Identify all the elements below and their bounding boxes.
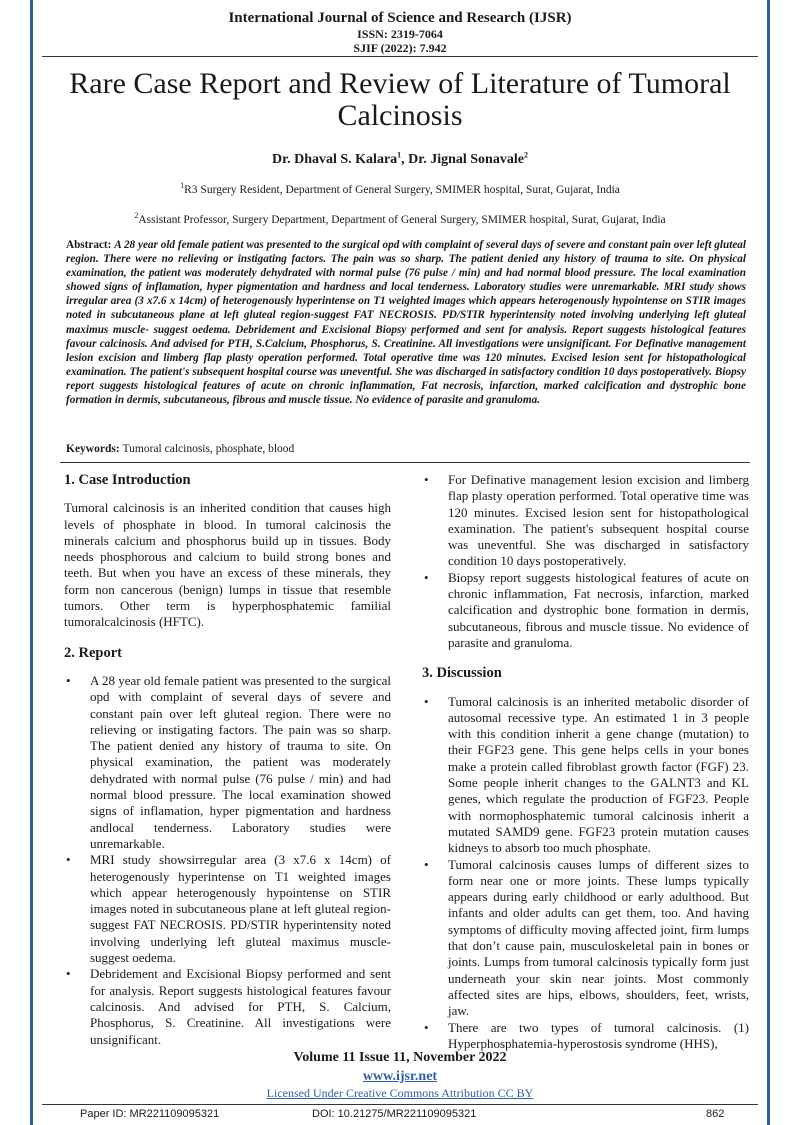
affiliation-1-mark: 1 bbox=[180, 181, 185, 191]
left-margin-bar bbox=[0, 0, 33, 1125]
footer-paper-id: Paper ID: MR221109095321 bbox=[80, 1108, 220, 1120]
keywords bbox=[66, 443, 746, 455]
report-item: • MRI study showsirregular area (3 x7.6 x 14cm) of heterogenously hyperintense on T1 weighted images which appear heterogenously hypointense on STIR images noted in subcutaneous plane at left gluteal region-suggest FAT NECROSIS. PD/STIR hyperintensity noted involving underlying left gluteal maximus muscle-suggest oedema. bbox=[64, 852, 391, 966]
affiliation-1 bbox=[0, 181, 800, 196]
discussion-item: • Tumoral calcinosis causes lumps of different sizes to form near one or more joints. These lumps typically appears during early childhood or early adulthood. But infants and older adults can get them, too. And having symptoms of difficulty moving affected joint, firm lumps that don’t cause pain, musculoskeletal pain in bones or joints. Lumps from tumoral calcinosis typically form just underneath your skin near joints. Most commonly affected sites are hips, elbows, shoulders, feet, wrists, jaw. bbox=[422, 857, 749, 1020]
author-1-affiliation-mark: 1 bbox=[397, 150, 402, 160]
journal-name: International Journal of Science and Research (IJSR) bbox=[228, 10, 572, 26]
abstract-label: Abstract: bbox=[66, 239, 115, 251]
keywords-label: Keywords: bbox=[66, 443, 123, 455]
section-heading-discussion: 3. Discussion bbox=[422, 665, 502, 682]
abstract-text: A 28 year old female patient was presented to the surgical opd with complaint of several days of severe and constant pain over left gluteal region. There were no relieving or instigating factors. The pain was so sharp. The patient denied any history of trauma to site. On physical examination, the patient was moderately dehydrated with normal pulse (76 pulse / min) and had normal blood pressure. The local examination showed signs of inflamation, hyper pigmentation and hardness and local tenderness. Laboratory studies were unremarkable. MRI study shows irregular area (3 x7.6 x 14cm) of heterogenously hyperintense on T1 weighted images which appears heterogenously hypointense on STIR images noted in subcutaneous plane at left gluteal region-suggest FAT NECROSIS. PD/STIR hyperintensity noted involving underlying left gluteal maximus muscle- suggest oedema. Debridement and Excisional Biopsy performed and sent for analysis. Report suggests histological features favour calcinosis. And advised for PTH, S.Calcium, Phosphorus, S. Creatinine. All investigations were unsignificant. For Definative management lesion excision and limberg flap plasty operation performed. Total operative time was 120 minutes. Excised lesion sent for histopathological examination. The patient's subsequent hospital course was uneventful. She was discharged in satisfactory condition 10 days postoperatively. Biopsy report suggests histological features of acute on chronic inflammation, Fat necrosis, infarction, marked calcification and dystrophic bone formation in dermis, subcutaneous, fibrous and muscle tissue. No evidence of parasite and granuloma. bbox=[66, 239, 747, 407]
right-margin-bar bbox=[767, 0, 800, 1125]
footer-divider bbox=[42, 1104, 758, 1105]
discussion-list bbox=[422, 694, 749, 1053]
header-divider bbox=[42, 56, 758, 57]
author-1: Dr. Dhaval S. Kalara bbox=[272, 152, 398, 167]
author-separator: , bbox=[401, 152, 409, 167]
journal-issn: ISSN: 2319-7064 bbox=[357, 27, 443, 41]
journal-header bbox=[0, 10, 800, 55]
keywords-text: Tumoral calcinosis, phosphate, blood bbox=[122, 443, 295, 455]
report-list bbox=[64, 673, 391, 1048]
paper-title: Rare Case Report and Review of Literature of Tumoral Calcinosis bbox=[69, 67, 731, 132]
author-2: Dr. Jignal Sonavale bbox=[408, 152, 524, 167]
section-heading-case-introduction: 1. Case Introduction bbox=[64, 472, 191, 488]
case-introduction-paragraph: Tumoral calcinosis is an inherited condition that causes high levels of phosphate in blood. In tumoral calcinosis the minerals calcium and phosphorus build up in tissues. Body needs phosphorous and calcium to build strong bones and teeth. But when you have an excess of these minerals, they form non cancerous (benign) lumps in tissue that resemble tumors. Other term is hyperphosphatemic familial tumoralcalcinosis (HFTC). bbox=[64, 500, 391, 630]
footer-license-link[interactable]: Licensed Under Creative Commons Attribution CC BY bbox=[266, 1086, 534, 1100]
footer-journal-link[interactable]: www.ijsr.net bbox=[362, 1069, 438, 1084]
abstract bbox=[66, 238, 746, 407]
section-divider bbox=[60, 462, 750, 463]
affiliation-2-text: Assistant Professor, Surgery Department, Department of General Surgery, SMIMER hospital, Surat, Gujarat, India bbox=[138, 214, 666, 226]
affiliation-2 bbox=[0, 211, 800, 226]
discussion-item: • Tumoral calcinosis is an inherited metabolic disorder of autosomal recessive type. An estimated 1 in 3 people with this condition inherit a gene change (mutation) to their FGF23 gene. This gene helps cells in your bones make a protein called fibroblast growth factor (FGF) 23. Some people inherit changes to the GALNT3 and KL genes, which regulate the production of FGF23. People with normophosphatemic tumoral calcinosis inherit a mutated SAMD9 gene. FGF23 protein mutation causes kidneys to absorb too much phosphate. bbox=[422, 694, 749, 857]
report-item: • Biopsy report suggests histological features of acute on chronic inflammation, Fat necrosis, infarction, marked calcification and dystrophic bone formation in dermis, subcutaneous, fibrous and muscle tissue. No evidence of parasite and granuloma. bbox=[422, 570, 749, 651]
footer-page-number: 862 bbox=[706, 1108, 725, 1120]
report-item: • Debridement and Excisional Biopsy performed and sent for analysis. Report suggests histological features favour calcinosis. And advised for PTH, S. Calcium, Phosphorus, S. Creatinine. All investigations were unsignificant. bbox=[64, 966, 391, 1047]
author-2-affiliation-mark: 2 bbox=[523, 150, 528, 160]
report-list-continued bbox=[422, 472, 749, 651]
affiliation-2-mark: 2 bbox=[134, 211, 139, 221]
discussion-item: • There are two types of tumoral calcinosis. (1) Hyperphosphatemia-hyperostosis syndrome (HHS), bbox=[422, 1020, 749, 1053]
journal-sjif: SJIF (2022): 7.942 bbox=[353, 41, 447, 55]
report-item: • A 28 year old female patient was presented to the surgical opd with complaint of several days of severe and constant pain over left gluteal region. There were no relieving or instigating factors. The pain was so sharp. The patient denied any history of trauma to site. On physical examination, the patient was moderately dehydrated with normal pulse (76 pulse / min) and had normal blood pressure. The local examination showed signs of inflamation, hyper pigmentation and hardness andlocal tenderness. Laboratory studies were unremarkable. bbox=[64, 673, 391, 852]
affiliation-1-text: R3 Surgery Resident, Department of General Surgery, SMIMER hospital, Surat, Gujarat, India bbox=[184, 184, 620, 196]
right-column bbox=[422, 472, 749, 1052]
author-line bbox=[0, 152, 800, 168]
left-column bbox=[64, 472, 391, 1048]
footer-doi: DOI: 10.21275/MR221109095321 bbox=[312, 1108, 477, 1120]
report-item: • For Definative management lesion excision and limberg flap plasty operation performed. Total operative time was 120 minutes. Excised lesion sent for histopathological examination. The patient's subsequent hospital course was uneventful. She was discharged in satisfactory condition 10 days postoperatively. bbox=[422, 472, 749, 570]
section-heading-report: 2. Report bbox=[64, 644, 122, 661]
footer-volume: Volume 11 Issue 11, November 2022 bbox=[293, 1050, 507, 1065]
